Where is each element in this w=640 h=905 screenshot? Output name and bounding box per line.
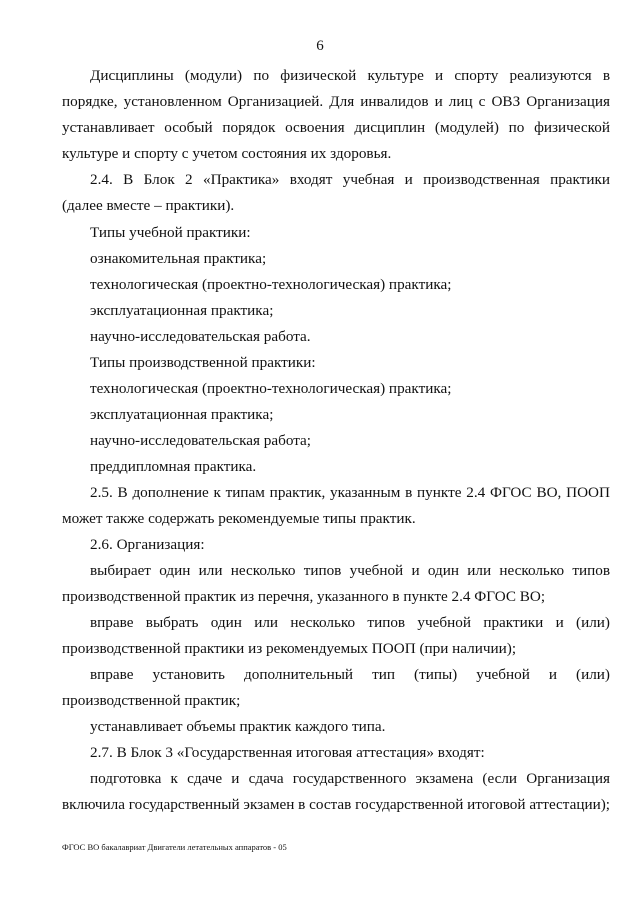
- list-item: преддипломная практика.: [90, 458, 257, 475]
- paragraph-line: (далее вместе – практики).: [62, 197, 235, 214]
- list-heading: Типы учебной практики:: [90, 224, 251, 241]
- paragraph-line: Дисциплины (модули) по физической культуре и спорту реализуются в: [90, 67, 610, 84]
- page-number: 6: [316, 38, 324, 54]
- paragraph-line: устанавливает особый порядок освоения дисциплин (модулей) по физической: [62, 119, 610, 136]
- paragraph-line: культуре и спорту с учетом состояния их здоровья.: [62, 145, 392, 162]
- paragraph-line: порядке, установленном Организацией. Для инвалидов и лиц с ОВЗ Организация: [62, 93, 610, 110]
- paragraph-line: включила государственный экзамен в состав государственной итоговой аттестации);: [62, 796, 610, 813]
- paragraph-line: 2.5. В дополнение к типам практик, указанным в пункте 2.4 ФГОС ВО, ПООП: [90, 484, 610, 501]
- list-item: эксплуатационная практика;: [90, 406, 274, 423]
- section-heading: 2.6. Организация:: [90, 536, 205, 553]
- list-item: научно-исследовательская работа.: [90, 328, 311, 345]
- paragraph-line: вправе выбрать один или несколько типов учебной практики и (или): [90, 614, 610, 631]
- paragraph-line: подготовка к сдаче и сдача государственного экзамена (если Организация: [90, 770, 610, 787]
- list-item: технологическая (проектно-технологическая) практика;: [90, 276, 452, 293]
- paragraph-line: производственной практик из перечня, указанного в пункте 2.4 ФГОС ВО;: [62, 588, 546, 605]
- paragraph-line: 2.7. В Блок 3 «Государственная итоговая аттестация» входят:: [90, 744, 485, 761]
- paragraph-line: выбирает один или несколько типов учебной и один или несколько типов: [90, 562, 610, 579]
- list-heading: Типы производственной практики:: [90, 354, 316, 371]
- paragraph-line: 2.4. В Блок 2 «Практика» входят учебная и производственная практики: [90, 171, 610, 188]
- paragraph-line: производственной практик;: [62, 692, 241, 709]
- paragraph-line: производственной практики из рекомендуемых ПООП (при наличии);: [62, 640, 517, 657]
- paragraph-line: может также содержать рекомендуемые типы практик.: [62, 510, 416, 527]
- page-footer: ФГОС ВО бакалавриат Двигатели летательных аппаратов - 05: [62, 842, 287, 852]
- paragraph-line: устанавливает объемы практик каждого типа.: [90, 718, 386, 735]
- list-item: научно-исследовательская работа;: [90, 432, 312, 449]
- list-item: ознакомительная практика;: [90, 250, 267, 267]
- paragraph-line: вправе установить дополнительный тип (типы) учебной и (или): [90, 666, 610, 683]
- list-item: технологическая (проектно-технологическая) практика;: [90, 380, 452, 397]
- list-item: эксплуатационная практика;: [90, 302, 274, 319]
